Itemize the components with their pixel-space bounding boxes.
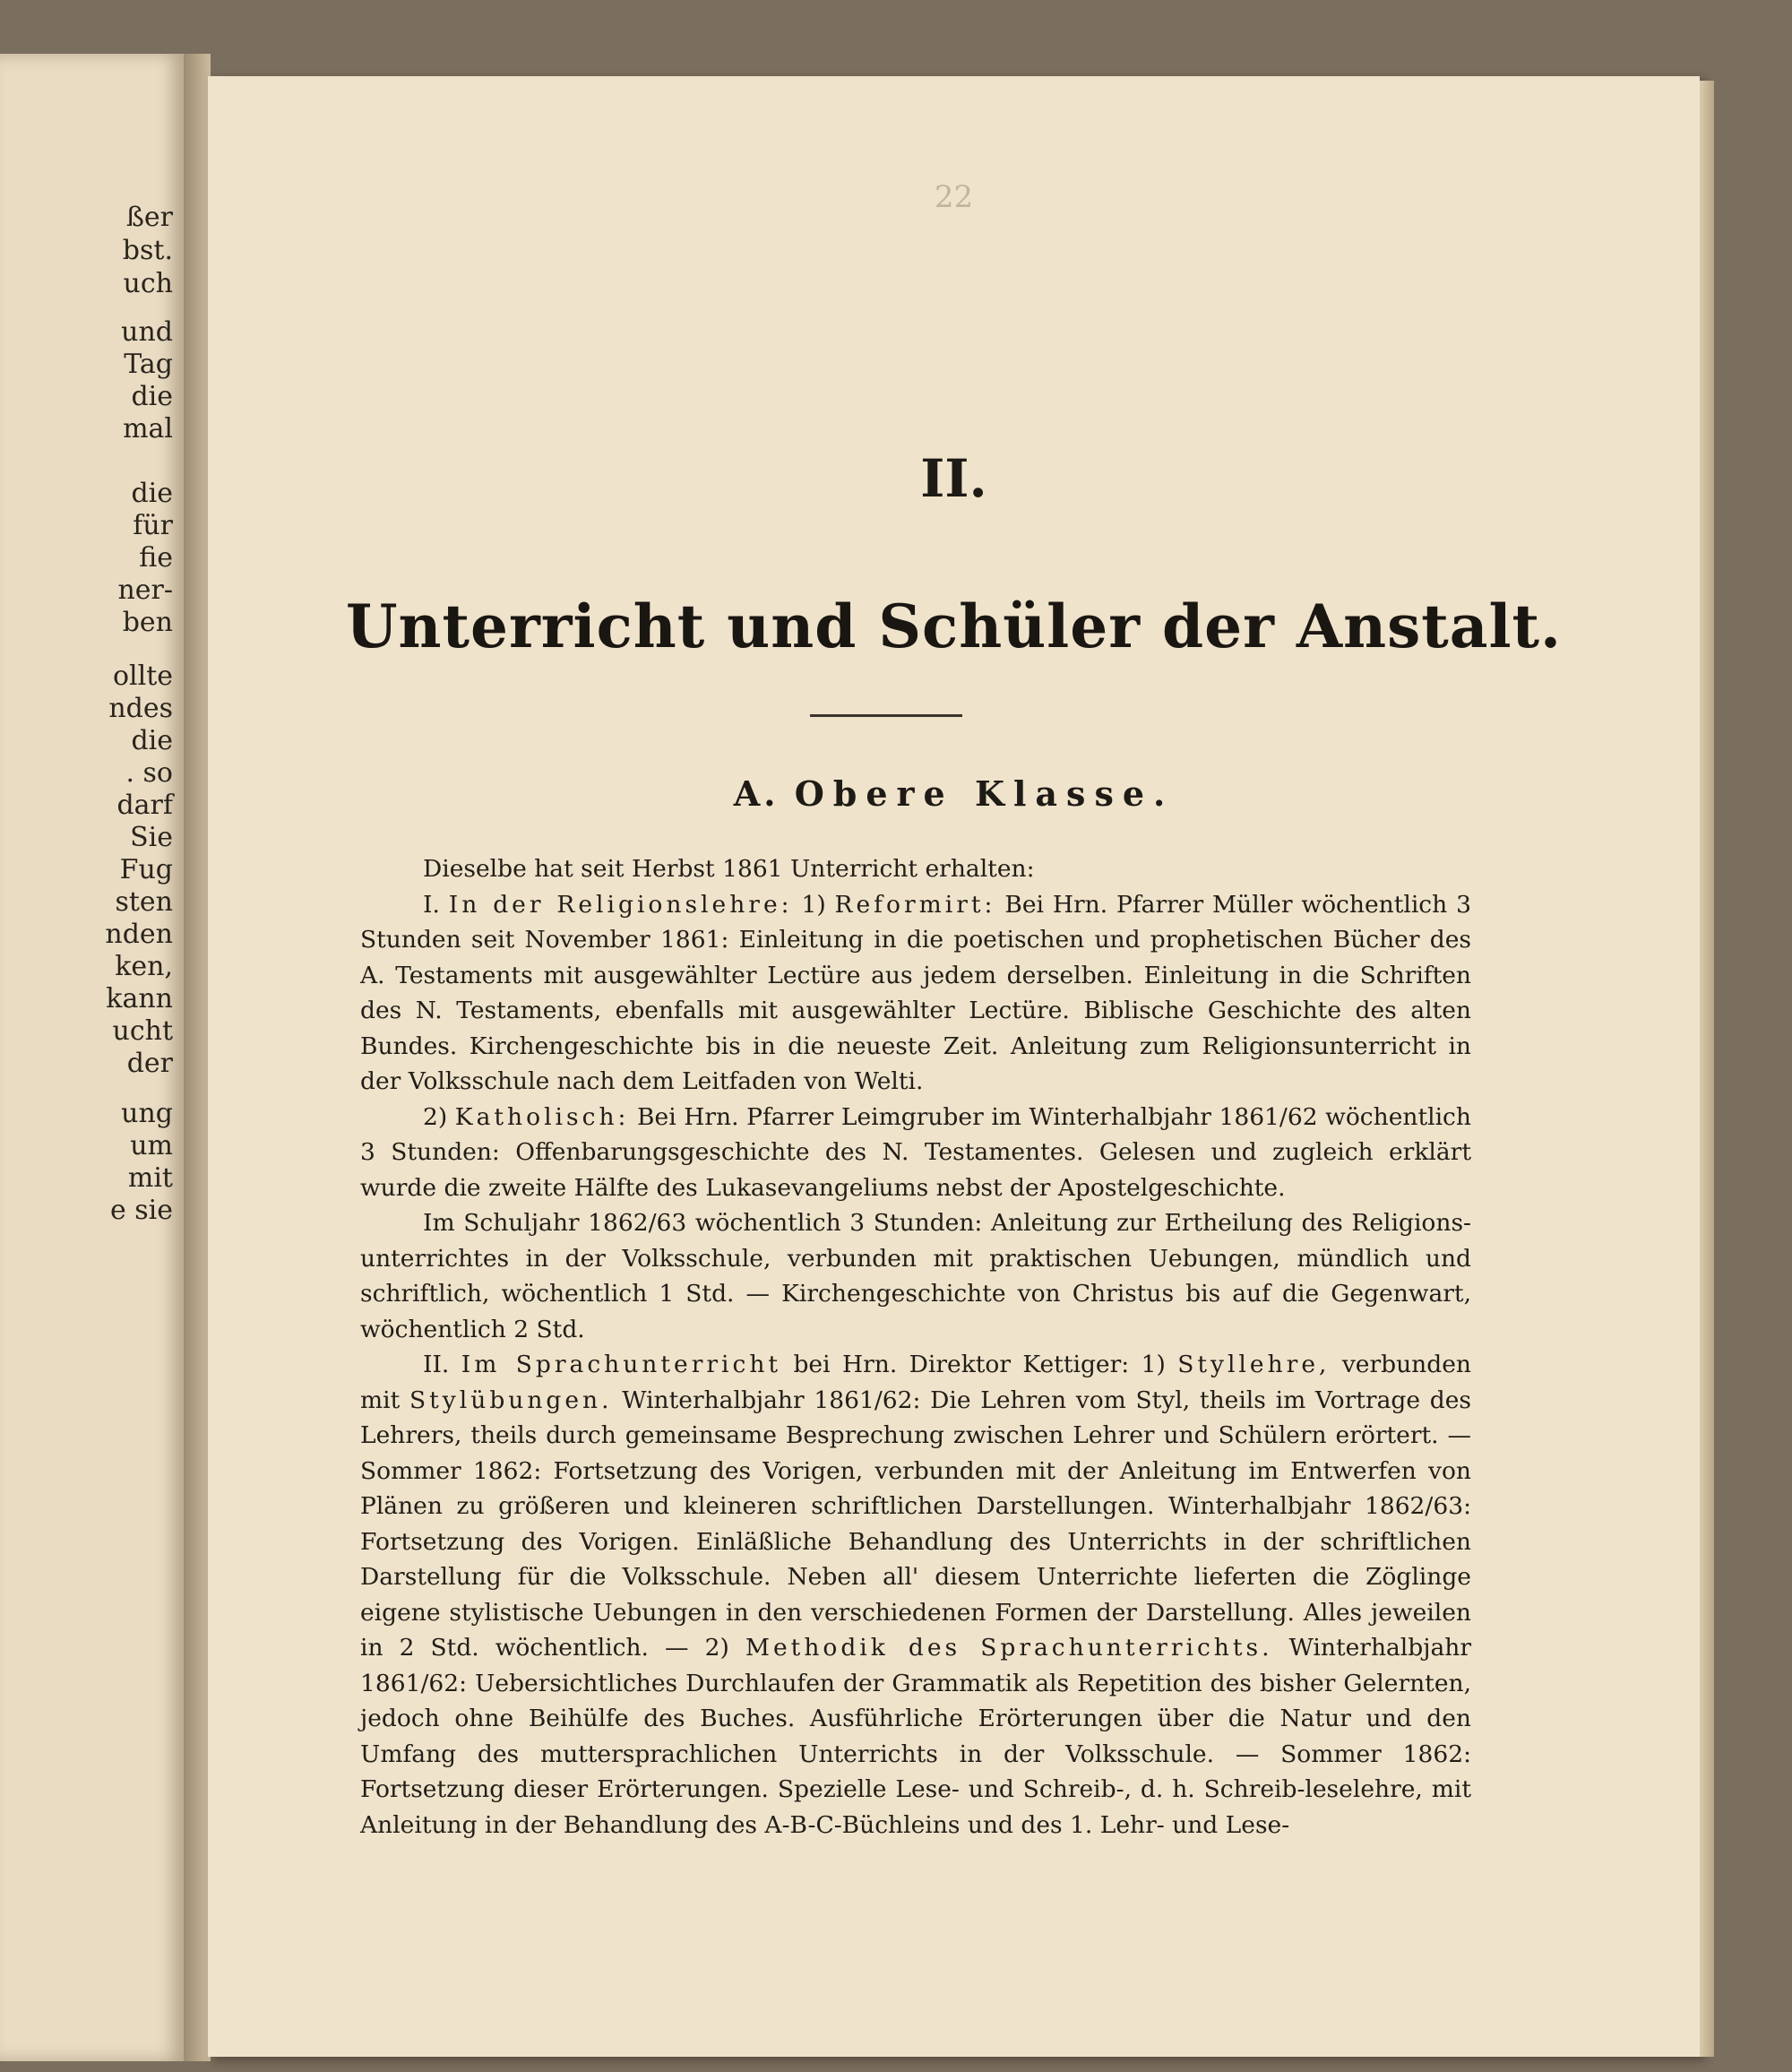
paragraph-text: Winterhalbjahr 1861/62: Uebersichtliches Durchlaufen der Grammatik als Repetition des bisher Gelernten, jedoch ohne Beihülfe des Buches. Ausführliche Erörterungen über die Natur und den Umfang des muttersprachlichen Unterrichts in der Volksschule. — Sommer 1862: Fortsetzung dieser Erörterungen. Spezielle Lese- und Schreib-, d. h. Schreib-leselehre, mit Anleitung in der Behandlung des A-B-C-Büchleins und des 1. Lehr- und Lese- [360,1634,1471,1839]
facing-page-fragment: uch [123,268,173,299]
paragraph-text: Bei Hrn. Pfarrer Müller wöchentlich 3 Stunden seit November 1861: Einleitung in die poetischen und prophetischen Bücher des A. Testaments mit ausgewählter Lectüre aus jedem derselben. Einleitung in die Schriften des N. Testaments, ebenfalls mit ausgewählter Lectüre. Biblische Geschichte des alten Bundes. Kirchengeschichte bis in die neueste Zeit. Anleitung zum Religionsunterricht in der Volksschule nach dem Leitfaden von Welti. [360,890,1471,1095]
facing-page-fragment: e sie [109,1195,173,1226]
facing-page-fragment: nden [105,919,173,950]
facing-page-fragment: der [126,1048,173,1079]
section-letter: A. [733,773,780,814]
facing-page-fragment: und [121,316,173,348]
facing-page-fragment: ndes [108,693,173,724]
facing-page-fragment: darf [116,790,173,821]
facing-page-fragment: ner- [117,574,173,606]
facing-page-fragment: ung [121,1098,173,1129]
facing-page-left [0,54,184,2061]
chapter-number: II. [920,448,987,509]
intro-paragraph [360,851,1471,887]
facing-page-fragment: die [131,381,173,412]
facing-page-fragment: ollte [112,660,173,692]
denomination-label: Reformirt: [834,890,996,919]
paragraph-text: Winterhalbjahr 1861/62: Die Lehren vom Styl, theils im Vortrage des Lehrers, theils durch gemeinsame Besprechung zwischen Lehrer und Schülern erörtert. — Sommer 1862: Fortsetzung des Vorigen, verbunden mit der Anleitung im Entwerfen von Plänen zu größeren und kleineren schriftlichen Darstellungen. Winterhalbjahr 1862/63: Fortsetzung des Vorigen. Einläßliche Behandlung des Unterrichts in der schriftlichen Darstellung für die Volksschule. Neben all' diesem Unterrichte lieferten die Zöglinge eigene stylistische Uebungen in den verschiedenen Formen der Darstellung. Alles jeweilen in 2 Std. wöchentlich. — 2) [360,1386,1471,1662]
subject-label: Im Sprachunterricht [461,1351,782,1378]
part-number: 2) [423,1102,448,1131]
section-title: Obere Klasse. [794,773,1175,814]
facing-page-fragment: kann [106,983,173,1014]
book-gutter [184,54,211,2061]
facing-page-fragment: Tag [124,349,173,380]
facing-page-fragment: die [131,478,173,509]
paragraph-text: Bei Hrn. Pfarrer Leimgruber im Winterhalbjahr 1861/62 wöchentlich 3 Stunden: Offenbarungsgeschichte des N. Testamentes. Gelesen und zugleich erklärt wurde die zweite Hälfte des Lukasevangeliums nebst der Apostelgeschichte. [360,1102,1471,1202]
chapter-title: Unterricht und Schüler der Anstalt. [345,591,1563,661]
title-divider [810,714,962,717]
subject-label: In der Religionslehre: [448,890,793,919]
paragraph-text: bei Hrn. Direktor Kettiger: 1) [793,1351,1166,1378]
paragraph-language [360,1347,1471,1843]
topic-label: Stylübungen. [409,1386,613,1414]
facing-page-fragment: Fug [119,854,173,885]
facing-page-fragment: um [130,1130,173,1161]
section-heading [208,773,1700,814]
facing-page-fragment: ucht [112,1015,173,1047]
topic-label: Methodik des Sprachunterrichts. [745,1634,1273,1662]
facing-page-fragment: ßer [125,202,173,233]
paragraph-text: Im Schuljahr 1862/63 wöchentlich 3 Stunden: Anleitung zur Ertheilung des Religions-unterrichtes in der Volksschule, verbunden mit praktischen Uebungen, mündlich und schriftlich, wöchentlich 1 Std. — Kirchengeschichte von Christus bis auf die Gegenwart, wöchentlich 2 Std. [360,1209,1471,1343]
facing-page-fragment: bst. [122,235,173,266]
paragraph-school-year [360,1205,1471,1347]
facing-page-fragment: fie [139,542,173,574]
page-edge [1700,81,1714,2057]
part-number: 1) [801,890,826,919]
paragraph-religion-reformed [360,887,1471,1100]
facing-page-fragment: mit [127,1162,173,1194]
paragraph-text: verbunden mit [360,1351,1471,1414]
intro-text: Dieselbe hat seit Herbst 1861 Unterricht erhalten: [423,855,1035,883]
denomination-label: Katholisch: [454,1102,630,1131]
bleed-through-text [557,255,1686,793]
facing-page-fragment: mal [123,413,173,445]
facing-page-fragment: für [133,510,173,541]
facing-page-fragment: ben [122,607,173,638]
paragraph-number: II. [423,1351,450,1378]
facing-page-fragment: Sie [130,822,173,853]
facing-page-fragment: . so [125,757,173,789]
topic-label: Styllehre, [1177,1351,1331,1378]
page-number: 22 [934,179,974,215]
paragraph-number: I. [423,890,440,919]
facing-page-fragment: ken, [115,951,173,982]
book-page [208,76,1700,2057]
facing-page-fragment: die [131,725,173,756]
body-text [360,851,1471,1843]
facing-page-fragment: sten [115,886,173,918]
paragraph-religion-catholic [360,1100,1471,1206]
